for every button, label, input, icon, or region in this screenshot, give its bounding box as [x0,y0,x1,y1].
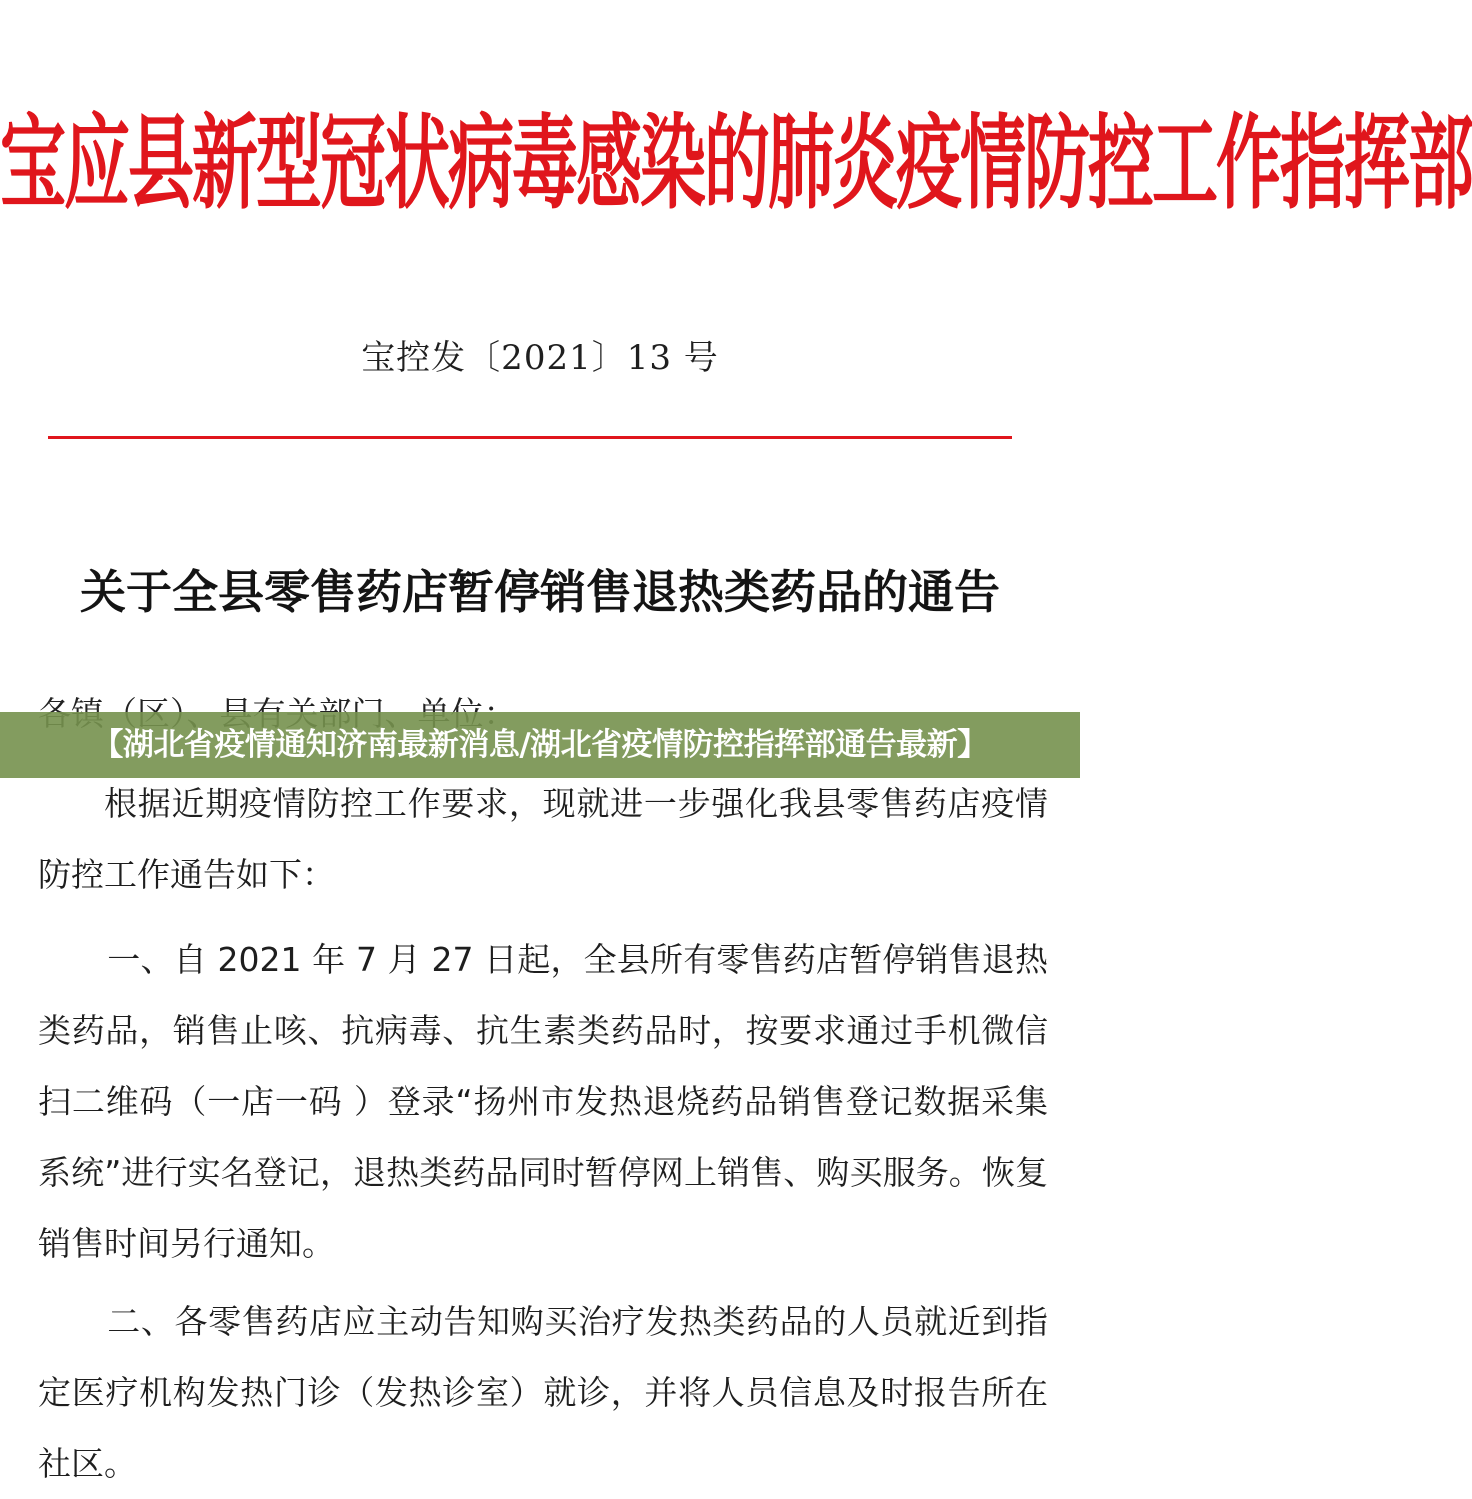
issuing-org-header: 宝应县新型冠状病毒感染的肺炎疫情防控工作指挥部 [0,102,1472,224]
notice-body [38,768,1048,910]
headline-banner [0,712,1080,778]
red-divider-line [48,436,1012,439]
item-paragraph: 一、自 2021 年 7 月 27 日起，全县所有零售药店暂停销售退热类药品，销售止咳、抗病毒、抗生素类药品时，按要求通过手机微信扫二维码（一店一码 ）登录“扬州市发热退烧药品销售登记数据采集系统”进行实名登记，退热类药品同时暂停网上销售、购买服务。恢复销售时间另行通知。 [38,940,1048,1263]
banner-text: 【湖北省疫情通知济南最新消息/湖北省疫情防控指挥部通告最新】 [92,727,988,763]
document-number: 宝控发〔2021〕13 号 [361,338,719,378]
notice-item-2 [38,1286,1048,1499]
notice-item-1 [38,924,1048,1279]
item-paragraph: 二、各零售药店应主动告知购买治疗发热类药品的人员就近到指定医疗机构发热门诊（发热诊室）就诊，并将人员信息及时报告所在社区。 [38,1302,1048,1483]
notice-title: 关于全县零售药店暂停销售退热类药品的通告 [80,565,1000,619]
intro-paragraph: 根据近期疫情防控工作要求，现就进一步强化我县零售药店疫情防控工作通告如下： [38,784,1048,894]
